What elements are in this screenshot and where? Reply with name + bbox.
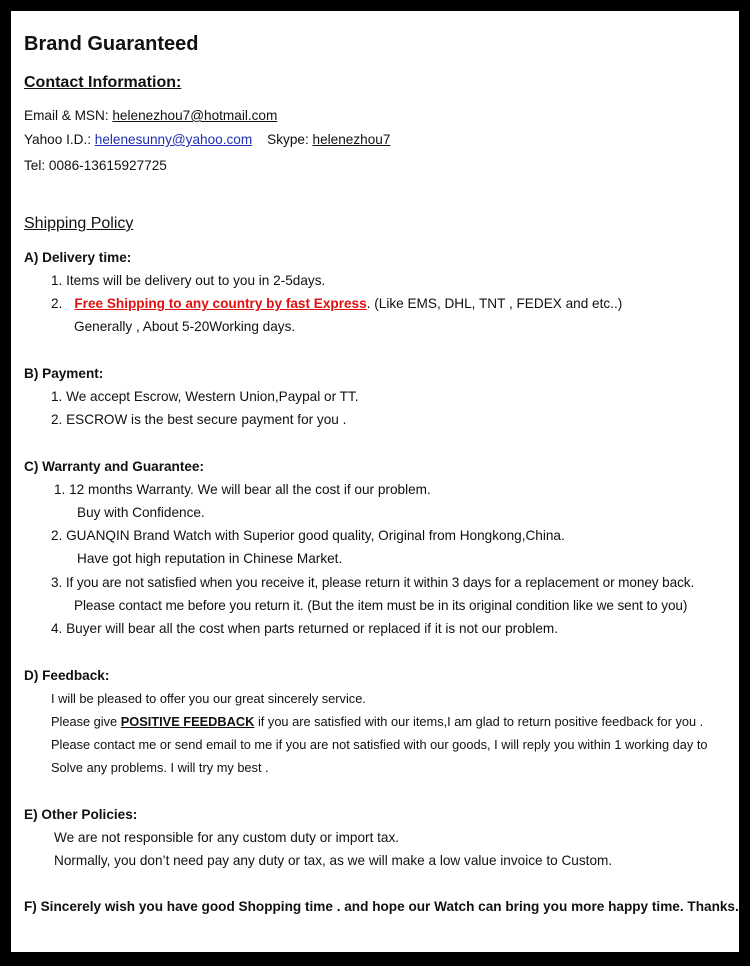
warranty-item-2-line2: Have got high reputation in Chinese Market. <box>77 551 343 566</box>
positive-feedback-text: POSITIVE FEEDBACK <box>120 714 255 729</box>
email-label: Email & MSN: <box>24 108 113 123</box>
warranty-item-3: 3. If you are not satisfied when you receive it, please return it within 3 days for a replacement or money back. <box>51 575 695 590</box>
feedback-line-2 <box>51 713 703 731</box>
payment-item-2: 2. ESCROW is the best secure payment for you . <box>51 412 347 427</box>
other-policies-heading: E) Other Policies: <box>24 807 138 822</box>
warranty-item-4: 4. Buyer will bear all the cost when parts returned or replaced if it is not our problem. <box>51 621 558 636</box>
yahoo-link[interactable]: helenesunny@yahoo.com <box>94 132 253 147</box>
warranty-item-1-line2: Buy with Confidence. <box>77 505 205 520</box>
tel-line: Tel: 0086-13615927725 <box>24 158 167 173</box>
delivery-item-1: 1. Items will be delivery out to you in 2-5days. <box>51 273 326 288</box>
other-policies-line-2: Normally, you don’t need pay any duty or tax, as we will make a low value invoice to Custom. <box>54 853 613 868</box>
email-link[interactable]: helenezhou7@hotmail.com <box>112 108 278 123</box>
warranty-item-3-line2: Please contact me before you return it. (But the item must be in its original condition like we sent to you) <box>74 598 688 613</box>
skype-label: Skype: <box>267 132 313 147</box>
payment-item-1: 1. We accept Escrow, Western Union,Paypal or TT. <box>51 389 359 404</box>
payment-heading: B) Payment: <box>24 366 104 381</box>
delivery-item-2-num: 2. <box>51 296 63 311</box>
feedback-line-3: Please contact me or send email to me if you are not satisfied with our goods, I will reply you within 1 working day to <box>51 737 708 752</box>
yahoo-label: Yahoo I.D.: <box>24 132 95 147</box>
feedback-line-4: Solve any problems. I will try my best . <box>51 760 269 775</box>
email-line <box>24 107 277 125</box>
warranty-item-1: 1. 12 months Warranty. We will bear all the cost if our problem. <box>54 482 431 497</box>
feedback-line-2-pre: Please give <box>51 714 121 729</box>
contact-heading: Contact Information: <box>24 74 182 91</box>
skype-link[interactable]: helenezhou7 <box>312 132 391 147</box>
feedback-line-1: I will be pleased to offer you our great sincerely service. <box>51 691 366 706</box>
page-title: Brand Guaranteed <box>24 33 199 55</box>
shipping-heading: Shipping Policy <box>24 215 134 232</box>
feedback-heading: D) Feedback: <box>24 668 110 683</box>
warranty-item-2: 2. GUANQIN Brand Watch with Superior good quality, Original from Hongkong,China. <box>51 528 565 543</box>
delivery-item-2-line2: Generally , About 5-20Working days. <box>74 319 296 334</box>
warranty-heading: C) Warranty and Guarantee: <box>24 459 205 474</box>
closing-line: F) Sincerely wish you have good Shopping time . and hope our Watch can bring you more happy time. Thanks. <box>24 899 739 914</box>
delivery-item-2-rest: . (Like EMS, DHL, TNT , FEDEX and etc..) <box>366 296 623 311</box>
yahoo-line <box>24 131 390 149</box>
feedback-line-2-post: if you are satisfied with our items,I am glad to return positive feedback for you . <box>254 714 704 729</box>
other-policies-line-1: We are not responsible for any custom duty or import tax. <box>54 830 400 845</box>
delivery-item-2 <box>51 295 622 313</box>
free-shipping-highlight: Free Shipping to any country by fast Express <box>74 296 367 311</box>
policy-page <box>11 11 739 952</box>
delivery-heading: A) Delivery time: <box>24 250 132 265</box>
